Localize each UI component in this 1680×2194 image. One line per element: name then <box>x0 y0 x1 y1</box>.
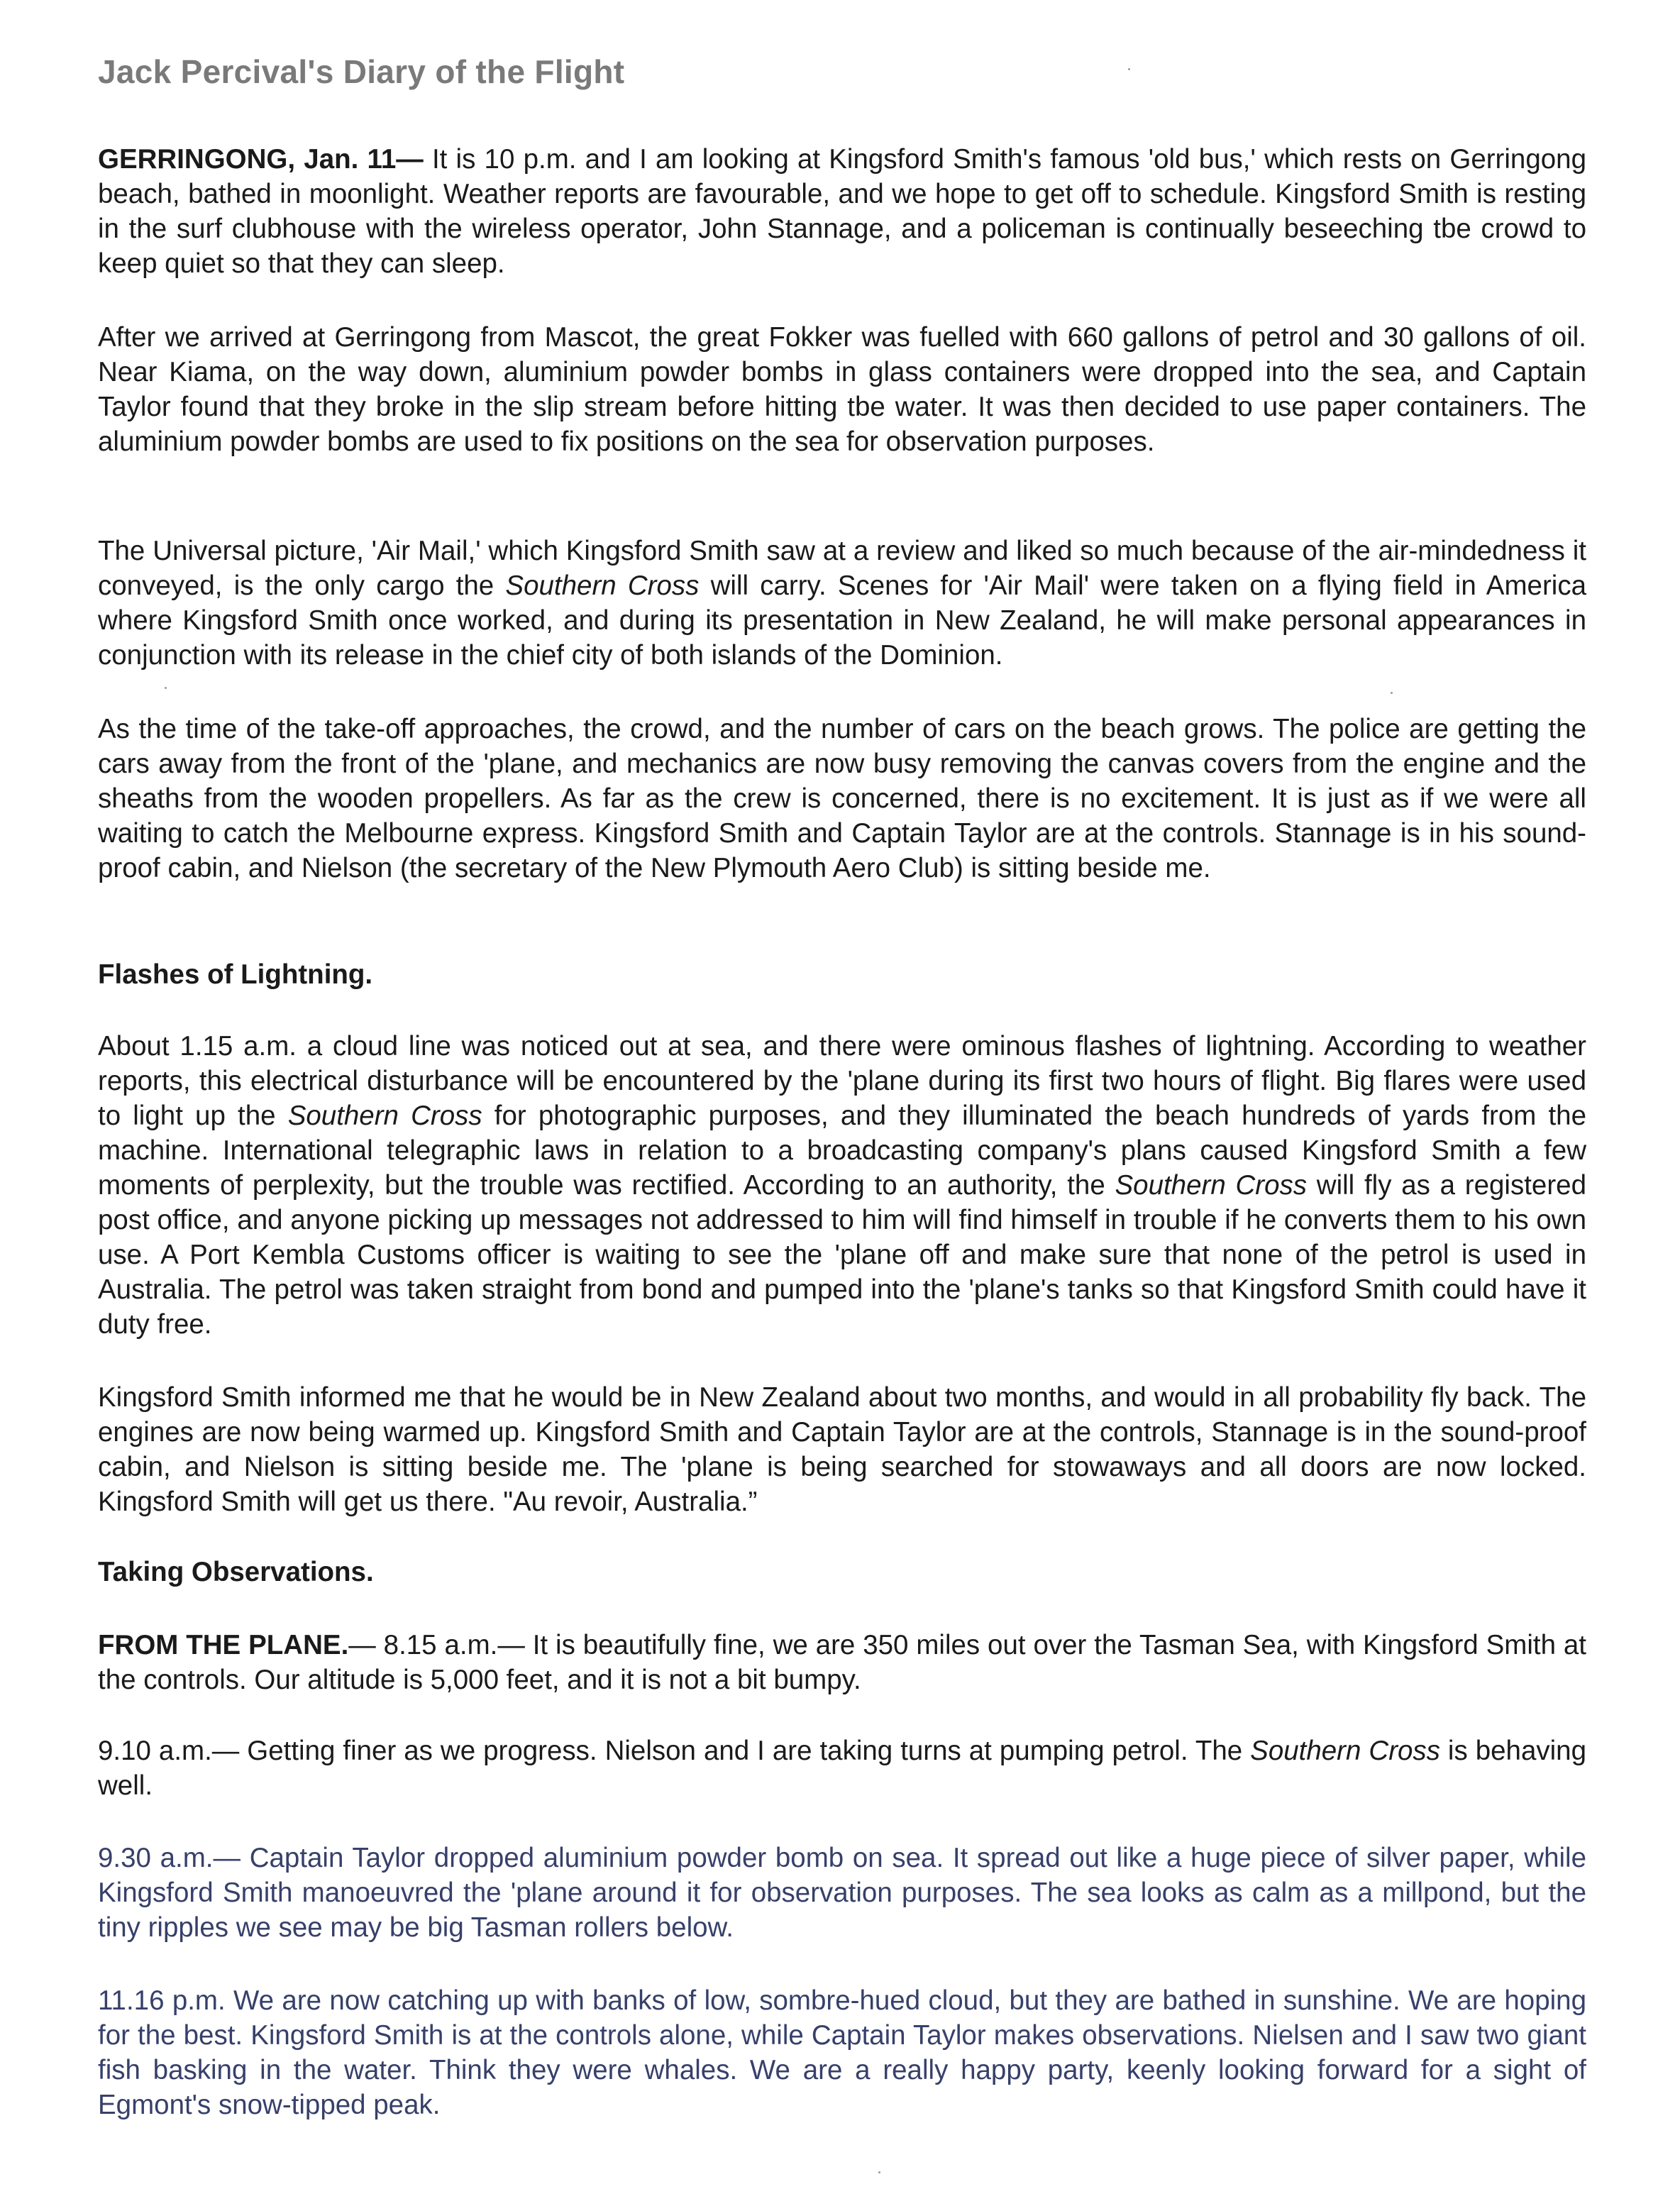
paragraph-gerringong <box>98 142 1586 281</box>
paragraph-au-revoir: Kingsford Smith informed me that he would be in New Zealand about two months, and would in all probability fly back. The engines are now being warmed up. Kingsford Smith and Captain Taylor are at the controls, Stannage is in the sound-proof cabin, and Nielson is sitting beside me. The 'plane is being searched for stowaways and all doors are now locked. Kingsford Smith will get us there. "Au revoir, Australia.” <box>98 1382 1586 1517</box>
dateline: FROM THE PLANE. <box>98 1630 349 1660</box>
section-heading-observations: Taking Observations. <box>98 1557 374 1587</box>
document-title: Jack Percival's Diary of the Flight <box>98 53 625 90</box>
ship-name: Southern Cross <box>1250 1736 1440 1766</box>
paragraph-910: 9.10 a.m.— Getting finer as we progress. Nielson and I are taking turns at pumping petrol. The Southern Cross is behaving well. <box>98 1736 1586 1801</box>
scan-speck <box>878 2171 880 2173</box>
ship-name: Southern Cross <box>287 1101 482 1131</box>
scan-speck <box>1391 692 1393 694</box>
paragraph-take-off: As the time of the take-off approaches, the crowd, and the number of cars on the beach grows. The police are getting the cars away from the front of the 'plane, and mechanics are now busy removing the canvas covers from the engine and the sheaths from the wooden propellers. As far as the crew is concerned, there is no excitement. It is just as if we were all waiting to catch the Melbourne express. Kingsford Smith and Captain Taylor are at the controls. Stannage is in his sound-proof cabin, and Nielson (the secretary of the New Plymouth Aero Club) is sitting beside me. <box>98 714 1586 883</box>
paragraph-930: 9.30 a.m.— Captain Taylor dropped aluminium powder bomb on sea. It spread out like a huge piece of silver paper, while Kingsford Smith manoeuvred the 'plane around it for observation purposes. The sea looks as calm as a millpond, but the tiny ripples we see may be big Tasman rollers below. <box>98 1843 1586 1943</box>
paragraph-1116: 11.16 p.m. We are now catching up with banks of low, sombre-hued cloud, but they are bathed in sunshine. We are hoping for the best. Kingsford Smith is at the controls alone, while Captain Taylor makes observations. Nielsen and I saw two giant fish basking in the water. Think they were whales. We are a really happy party, keenly looking forward for a sight of Egmont's snow-tipped peak. <box>98 1985 1586 2120</box>
paragraph-fuelling: After we arrived at Gerringong from Mascot, the great Fokker was fuelled with 660 gallons of petrol and 30 gallons of oil. Near Kiama, on the way down, aluminium powder bombs in glass containers were dropped into the sea, and Captain Taylor found that they broke in the slip stream before hitting tbe water. It was then decided to use paper containers. The aluminium powder bombs are used to fix positions on the sea for observation purposes. <box>98 322 1586 457</box>
ship-name: Southern Cross <box>1115 1170 1308 1201</box>
paragraph-air-mail: The Universal picture, 'Air Mail,' which Kingsford Smith saw at a review and liked so much because of the air-mindedness it conveyed, is the only cargo the Southern Cross will carry. Scenes for 'Air Mail' were taken on a flying field in America where Kingsford Smith once worked, and during its presentation in New Zealand, he will make personal appearances in conjunction with its release in the chief city of both islands of the Dominion. <box>98 536 1586 671</box>
paragraph-from-the-plane: FROM THE PLANE.— 8.15 a.m.— It is beautifully fine, we are 350 miles out over the Tasman Sea, with Kingsford Smith at the controls. Our altitude is 5,000 feet, and it is not a bit bumpy. <box>98 1630 1586 1695</box>
section-heading-lightning: Flashes of Lightning. <box>98 959 373 990</box>
paragraph-text: It is 10 p.m. and I am looking at Kingsford Smith's famous 'old bus,' which rests on Gerringong beach, bathed in moonlight. Weather reports are favourable, and we hope to get off to schedule. Kingsford Smith is resting in the surf clubhouse with the wireless operator, John Stannage, and a policeman is continually beseeching tbe crowd to keep quiet so that they can sleep. <box>98 144 1586 279</box>
scan-speck <box>1128 68 1130 70</box>
scan-speck <box>165 687 167 689</box>
ship-name: Southern Cross <box>505 570 700 601</box>
dateline: GERRINGONG, Jan. 11— <box>98 144 424 175</box>
paragraph-lightning: About 1.15 a.m. a cloud line was noticed out at sea, and there were ominous flashes of lightning. According to weather reports, this electrical disturbance will be encountered by the 'plane during its first two hours of flight. Big flares were used to light up the Southern Cross for photographic purposes, and they illuminated the beach hundreds of yards from the machine. International telegraphic laws in relation to a broadcasting company's plans caused Kingsford Smith a few moments of perplexity, but the trouble was rectified. According to an authority, the Southern Cross will fly as a registered post office, and anyone picking up messages not addressed to him will find himself in trouble if he converts them to his own use. A Port Kembla Customs officer is waiting to see the 'plane off and make sure that none of the petrol is used in Australia. The petrol was taken straight from bond and pumped into the 'plane's tanks so that Kingsford Smith could have it duty free. <box>98 1031 1586 1340</box>
